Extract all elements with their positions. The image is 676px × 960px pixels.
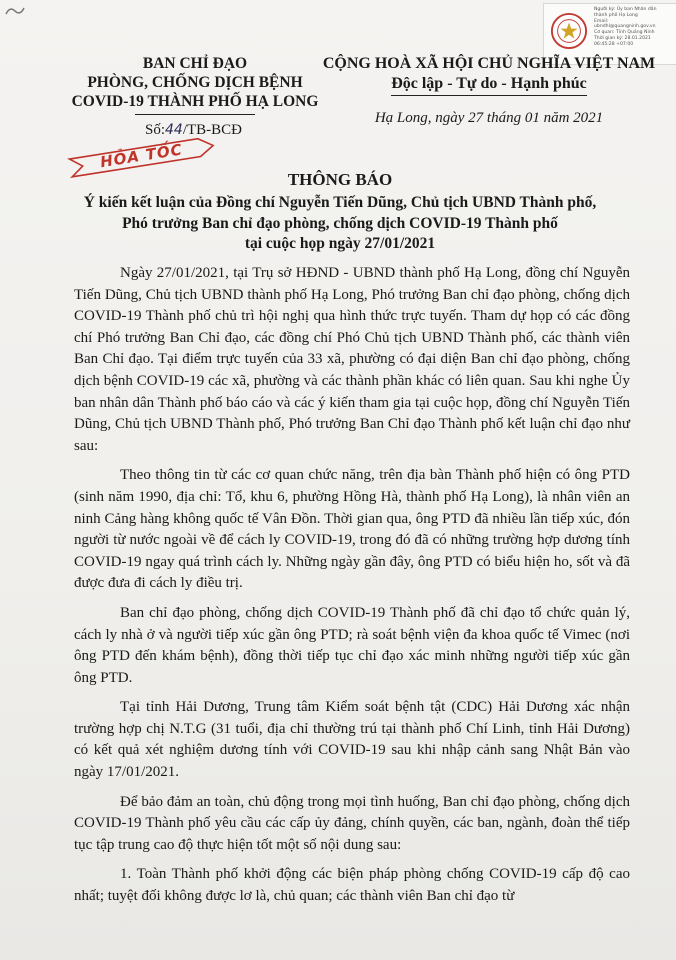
title-line-1: Ý kiến kết luận của Đồng chí Nguyễn Tiến Dũng, Chủ tịch UBND Thành phố, (83, 194, 597, 211)
seal-line: 06:45:28 +07:00 (594, 41, 634, 47)
authority-underline (135, 114, 255, 115)
doc-number-suffix: /TB-BCĐ (182, 122, 243, 138)
title-heading: THÔNG BÁO (287, 170, 393, 189)
national-motto: Độc lập - Tự do - Hạnh phúc (391, 74, 587, 96)
body-paragraph: 1. Toàn Thành phố khởi động các biện pháp phòng chống COVID-19 cấp độ cao nhất; tuyệt đối không được lơ là, chủ quan; các thành viên Ban chỉ đạo từ (74, 866, 630, 905)
authority-line-2: PHÒNG, CHỐNG DỊCH BỆNH (87, 74, 303, 91)
body-paragraph: Theo thông tin từ các cơ quan chức năng, trên địa bàn Thành phố hiện có ông PTD (sinh năm 1990, địa chỉ: Tổ, khu 6, phường Hồng Hà, thành phố Hạ Long), là nhân viên an ninh Cảng hàng không quốc tế Vân Đồn. Thời gian qua, ông PTD đã nhiều lần tiếp xúc, đón người từ nước ngoài về để cách ly COVID-19, trong đó đã có những trường hợp dương tính COVID-19 ngay quá trình cách ly. Những ngày gần đây, ông PTD có biểu hiện ho, sốt và đã được đưa đi cách ly điều trị. (74, 467, 630, 592)
body-paragraph: Ngày 27/01/2021, tại Trụ sở HĐND - UBND thành phố Hạ Long, đồng chí Nguyễn Tiến Dũng, Chủ tịch UBND thành phố Hạ Long, Phó trưởng Ban chỉ đạo phòng, chống dịch COVID-19 Thành phố chủ trì hội nghị qua hình thức trực tuyến. Tham dự họp có các đồng chí Phó trưởng Ban Chỉ đạo, các đồng chí Phó Chủ tịch UBND Thành phố, các thành viên Ban Chỉ đạo. Tại điểm trực tuyến của 33 xã, phường có đại diện Ban chỉ đạo phòng, chống dịch bệnh COVID-19 các xã, phường và các thành phần khác có liên quan. Sau khi nghe Ủy ban nhân dân Thành phố báo cáo và các ý kiến tham gia tại cuộc họp, đồng chí Nguyễn Tiến Dũng, Chủ tịch UBND Thành phố, Phó trưởng Ban Chỉ đạo Thành phố kết luận chỉ đạo như sau: (74, 265, 630, 454)
seal-line: Người ký: Ủy ban Nhân dân (594, 7, 657, 12)
body-paragraph: Ban chỉ đạo phòng, chống dịch COVID-19 Thành phố đã chỉ đạo tổ chức quản lý, cách ly nhà ở và người tiếp xúc gần ông PTD; rà soát bệnh viện đa khoa quốc tế Vimec (nơi ông PTD đến khám bệnh), đồng thời tiếp tục chỉ đạo xác minh những người tiếp xúc gần ông PTD. (74, 604, 630, 686)
state-emblem-icon (550, 12, 588, 50)
doc-number-handwritten: 44 (165, 122, 183, 138)
body-paragraph: Để bảo đảm an toàn, chủ động trong mọi tình huống, Ban chỉ đạo phòng, chống dịch COVID-19 Thành phố yêu cầu các cấp ủy đảng, chính quyền, các ban, ngành, đoàn thể tiếp tục tập trung cao độ thực hiện tốt một số nội dung sau: (74, 793, 630, 853)
doc-number-prefix: Số: (145, 122, 166, 138)
nation-name: CỘNG HOÀ XÃ HỘI CHỦ NGHĨA VIỆT NAM (322, 55, 656, 72)
document-title (40, 170, 640, 255)
seal-line: ubndhl@quangninh.gov.vn (594, 24, 656, 30)
seal-line: Thời gian ký: 28.01.2021 (594, 35, 651, 41)
stamp-label: HỎA TỐC (98, 140, 184, 172)
issuing-authority (70, 54, 320, 115)
seal-line: Cơ quan: Tỉnh Quảng Ninh (594, 30, 655, 36)
document-body (74, 263, 630, 916)
title-line-3: tại cuộc họp ngày 27/01/2021 (244, 235, 436, 252)
national-header (316, 54, 662, 127)
corner-mark-icon (4, 4, 26, 18)
seal-line: Email: (594, 18, 609, 24)
title-line-2: Phó trưởng Ban chỉ đạo phòng, chống dịch COVID-19 Thành phố (122, 214, 558, 232)
authority-line-1: BAN CHỈ ĐẠO (142, 55, 248, 72)
body-paragraph: Tại tỉnh Hải Dương, Trung tâm Kiểm soát bệnh tật (CDC) Hải Dương xác nhận trường hợp chị N.T.G (31 tuổi, địa chỉ thường trú tại thành phố Chí Linh, tỉnh Hải Dương) có kết quả xét nghiệm dương tính với COVID-19 sau khi nhập cảnh sang Nhật Bản vào ngày 17/01/2021. (74, 699, 630, 781)
issue-date: Hạ Long, ngày 27 tháng 01 năm 2021 (374, 110, 604, 126)
seal-line: thành phố Hạ Long (594, 12, 638, 18)
authority-line-3: COVID-19 THÀNH PHỐ HẠ LONG (71, 93, 319, 110)
